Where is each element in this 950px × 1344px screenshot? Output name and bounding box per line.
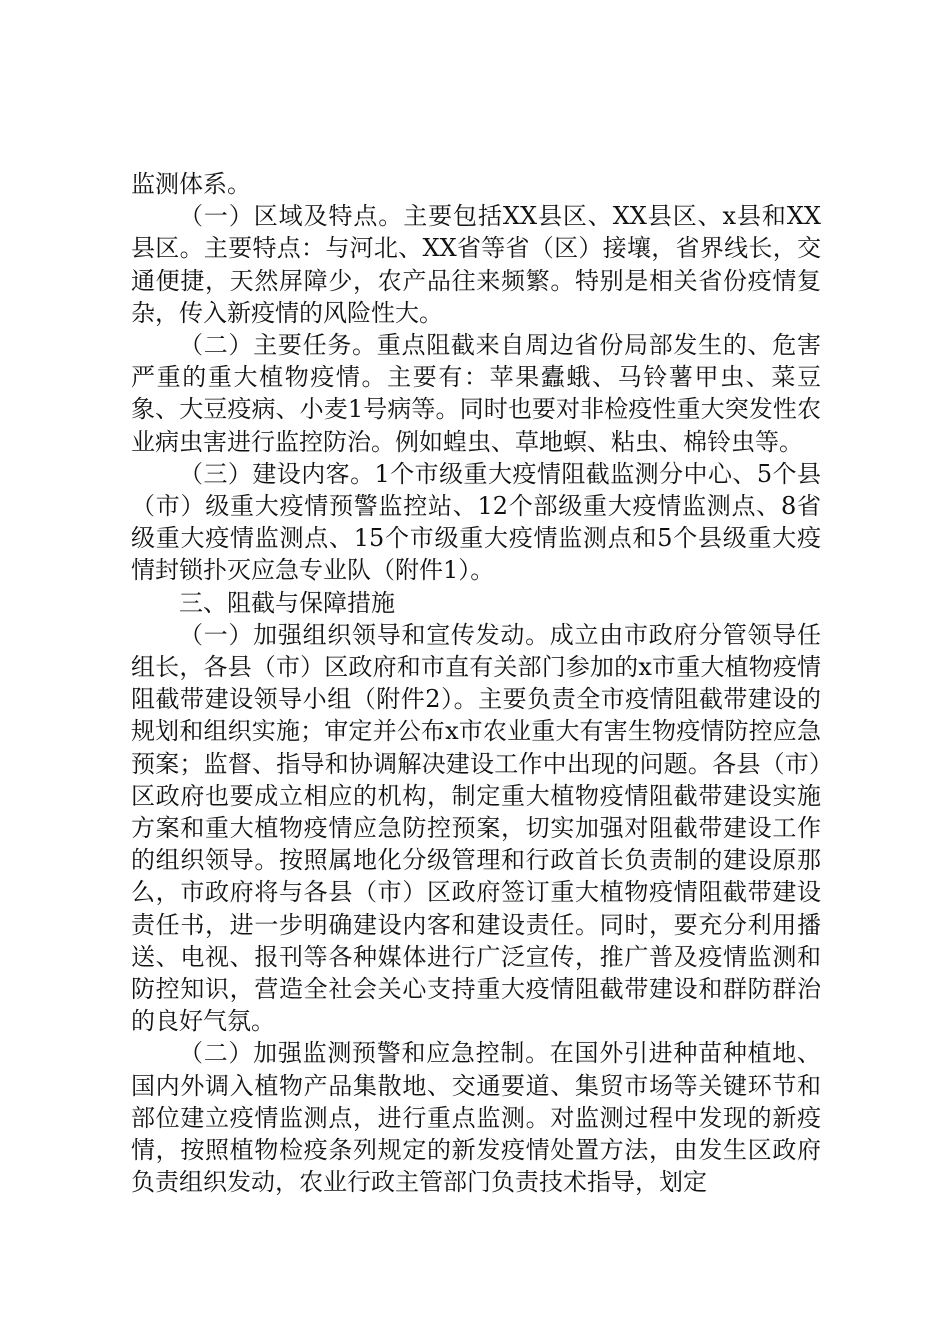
paragraph-7: （二）加强监测预警和应急控制。在国外引进种苗种植地、国内外调入植物产品集散地、交通要道、集贸市场等关键环节和部位建立疫情监测点，进行重点监测。对监测过程中发现的新疫情，按照植物检疫条列规定的新发疫情处置方法，由发生区政府负责组织发动，农业行政主管部门负责技术指导，划定 bbox=[131, 1039, 821, 1197]
paragraph-2: （一）区域及特点。主要包括XX县区、XX县区、x县和XX县区。主要特点：与河北、XX省等省（区）接壤，省界线长，交通便捷，天然屏障少，农产品往来频繁。特别是相关省份疫情复杂，传入新疫情的风险性大。 bbox=[131, 202, 821, 327]
paragraph-3: （二）主要任务。重点阻截来自周边省份局部发生的、危害严重的重大植物疫情。主要有：苹果蠹蛾、马铃薯甲虫、菜豆象、大豆疫病、小麦1号病等。同时也要对非检疫性重大突发性农业病虫害进行监控防治。例如蝗虫、草地螟、粘虫、棉铃虫等。 bbox=[131, 331, 821, 456]
section-heading: 三、阻截与保障措施 bbox=[179, 588, 395, 617]
paragraph-6: （一）加强组织领导和宣传发动。成立由市政府分管领导任组长，各县（市）区政府和市直有关部门参加的x市重大植物疫情阻截带建设领导小组（附件2）。主要负责全市疫情阻截带建设的规划和组织实施；审定并公布x市农业重大有害生物疫情防控应急预案；监督、指导和协调解决建设工作中出现的问题。各县（市）区政府也要成立相应的机构，制定重大植物疫情阻截带建设实施方案和重大植物疫情应急防控预案，切实加强对阻截带建设工作的组织领导。按照属地化分级管理和行政首长负责制的建设原那么，市政府将与各县（市）区政府签订重大植物疫情阻截带建设责任书，进一步明确建设内客和建设责任。同时，要充分利用播送、电视、报刊等各种媒体进行广泛宣传，推广普及疫情监测和防控知识，营造全社会关心支持重大疫情阻截带建设和群防群治的良好气氛。 bbox=[131, 620, 821, 1036]
paragraph-1: 监测体系。 bbox=[131, 170, 251, 198]
document-body bbox=[131, 168, 821, 1199]
paragraph-4: （三）建设内客。1个市级重大疫情阻截监测分中心、5个县（市）级重大疫情预警监控站、12个部级重大疫情监测点、8省级重大疫情监测点、15个市级重大疫情监测点和5个县级重大疫情封锁扑灭应急专业队（附件1）。 bbox=[131, 459, 821, 585]
